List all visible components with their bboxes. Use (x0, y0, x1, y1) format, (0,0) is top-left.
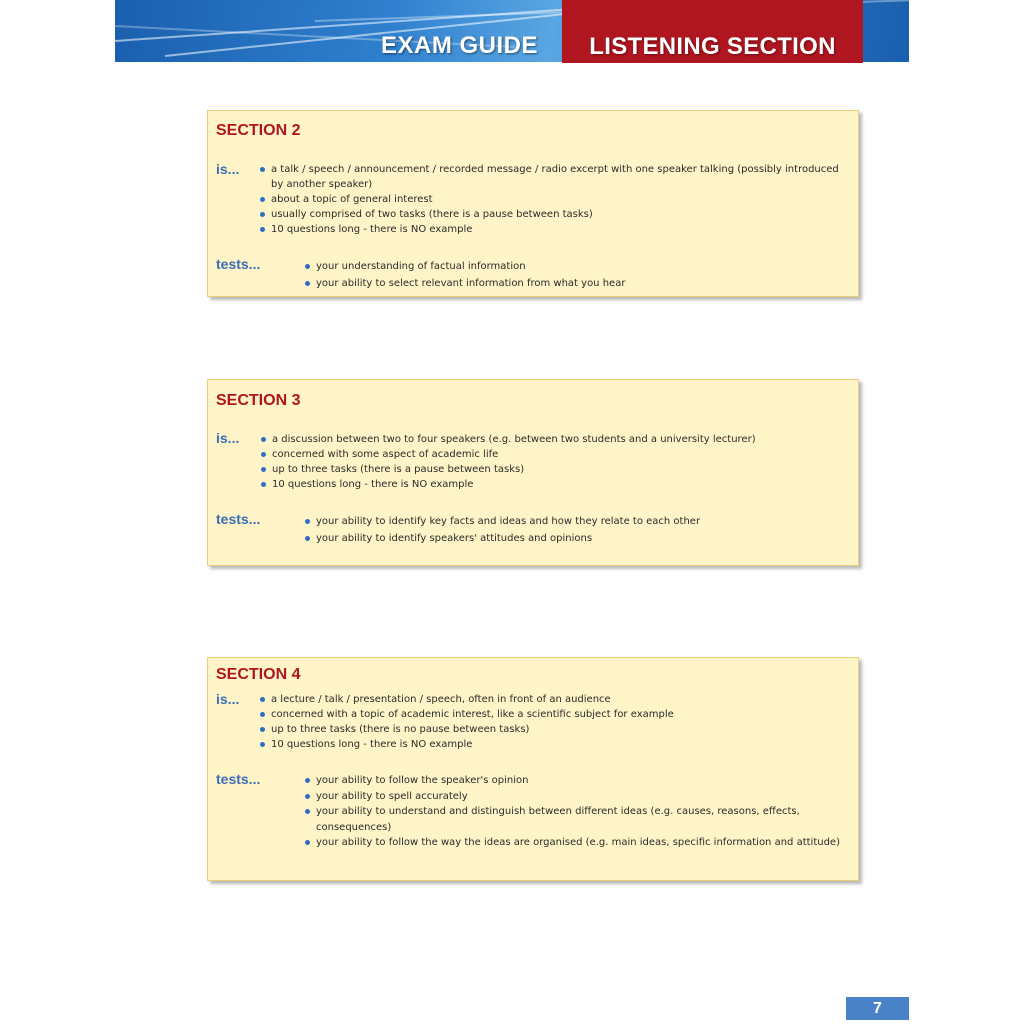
bullet-icon (260, 227, 265, 232)
exam-guide-title: EXAM GUIDE (380, 32, 538, 59)
tests-list (305, 773, 850, 851)
bullet-icon (260, 167, 265, 172)
list-item: your ability to identify speakers' attitudes and opinions (305, 530, 845, 547)
is-list (261, 432, 846, 492)
list-item: a talk / speech / announcement / recorded message / radio excerpt with one speaker talking (possibly introduced by another speaker) (260, 162, 845, 192)
page-number: 7 (846, 997, 909, 1020)
tests-label: tests... (216, 511, 261, 527)
section-title: SECTION 4 (216, 666, 301, 683)
list-item: usually comprised of two tasks (there is a pause between tasks) (260, 207, 845, 222)
list-item: your ability to follow the way the ideas are organised (e.g. main ideas, specific information and attitude) (305, 835, 850, 851)
list-item: 10 questions long - there is NO example (260, 222, 845, 237)
bullet-icon (305, 519, 310, 524)
list-item: concerned with some aspect of academic life (261, 447, 846, 462)
bullet-icon (305, 794, 310, 799)
list-item: about a topic of general interest (260, 192, 845, 207)
bullet-icon (260, 727, 265, 732)
bullet-icon (305, 264, 310, 269)
section-title: SECTION 3 (216, 392, 301, 409)
bullet-icon (305, 809, 310, 814)
is-label: is... (216, 430, 240, 446)
bullet-icon (261, 437, 266, 442)
bullet-icon (305, 536, 310, 541)
is-label: is... (216, 161, 240, 177)
list-item: your ability to spell accurately (305, 789, 850, 805)
section-4-box (207, 657, 859, 881)
bullet-icon (260, 742, 265, 747)
bullet-icon (260, 212, 265, 217)
section-3-box (207, 379, 859, 566)
list-item: your ability to identify key facts and ideas and how they relate to each other (305, 513, 845, 530)
header-listening-section (562, 0, 863, 63)
bullet-icon (305, 281, 310, 286)
list-item: concerned with a topic of academic interest, like a scientific subject for example (260, 707, 845, 722)
listening-section-title: LISTENING SECTION (589, 33, 836, 60)
bullet-icon (260, 197, 265, 202)
list-item: your ability to understand and distinguish between different ideas (e.g. causes, reasons, effects, consequences) (305, 804, 850, 835)
section-title: SECTION 2 (216, 122, 301, 139)
list-item: your understanding of factual information (305, 258, 845, 275)
list-item: up to three tasks (there is a pause between tasks) (261, 462, 846, 477)
list-item: 10 questions long - there is NO example (261, 477, 846, 492)
list-item: 10 questions long - there is NO example (260, 737, 845, 752)
tests-list (305, 513, 845, 547)
list-item: a discussion between two to four speakers (e.g. between two students and a university lecturer) (261, 432, 846, 447)
list-item: up to three tasks (there is no pause between tasks) (260, 722, 845, 737)
list-item: your ability to select relevant information from what you hear (305, 275, 845, 292)
header-exam-guide (115, 0, 562, 62)
is-list (260, 162, 845, 237)
is-label: is... (216, 691, 240, 707)
bullet-icon (305, 840, 310, 845)
section-2-box (207, 110, 859, 297)
is-list (260, 692, 845, 752)
list-item: a lecture / talk / presentation / speech, often in front of an audience (260, 692, 845, 707)
bullet-icon (260, 712, 265, 717)
bullet-icon (305, 778, 310, 783)
bullet-icon (261, 452, 266, 457)
list-item: your ability to follow the speaker's opinion (305, 773, 850, 789)
tests-label: tests... (216, 256, 261, 272)
bullet-icon (261, 482, 266, 487)
bullet-icon (260, 697, 265, 702)
tests-list (305, 258, 845, 292)
bullet-icon (261, 467, 266, 472)
tests-label: tests... (216, 771, 261, 787)
